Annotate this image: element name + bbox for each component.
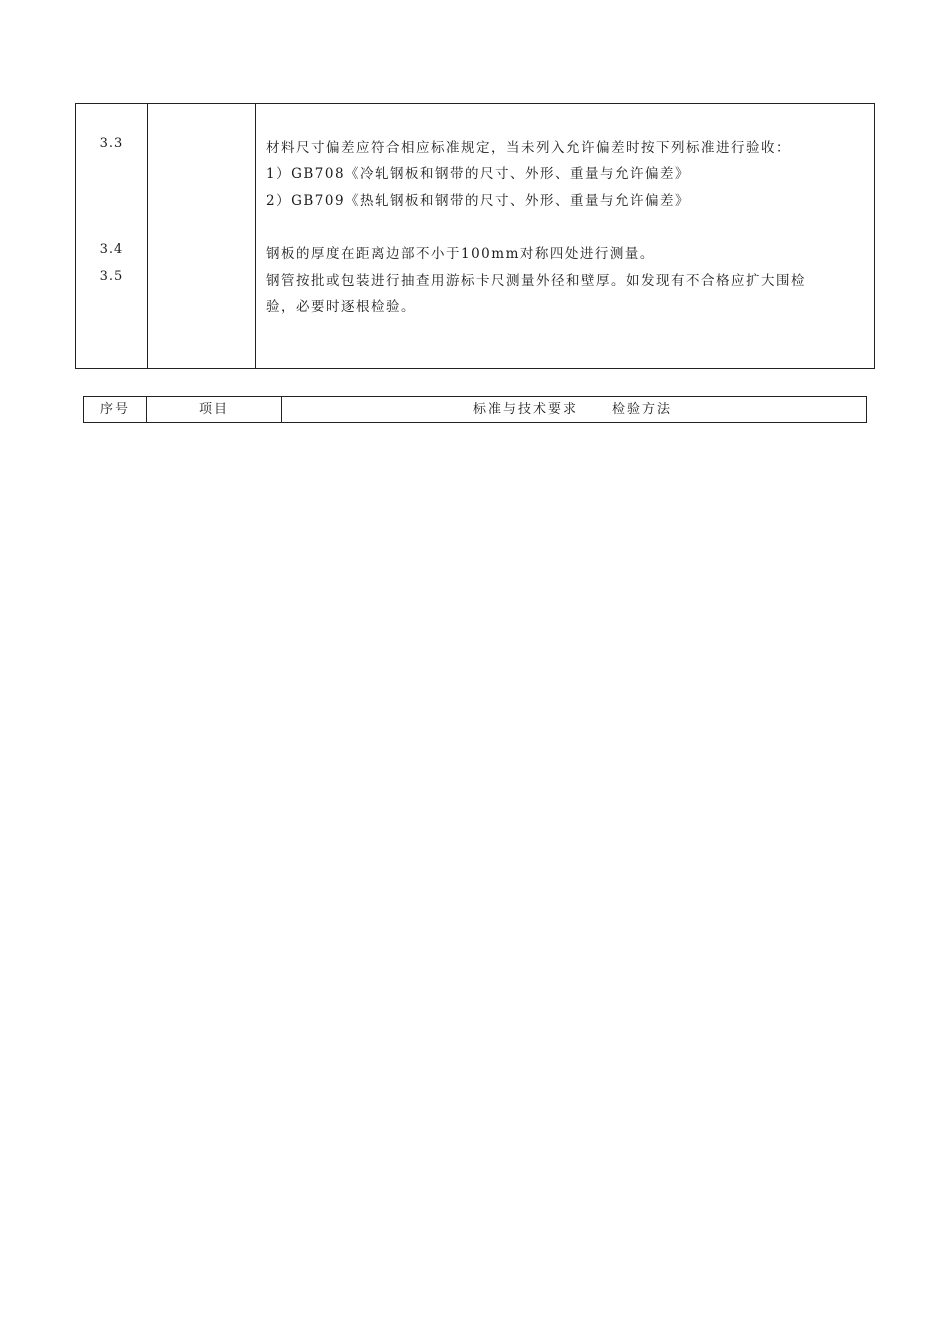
row-3-4-line-1: 钢板的厚度在距离边部不小于100mm对称四处进行测量。	[266, 246, 655, 262]
inspection-table	[75, 103, 875, 369]
column-divider	[255, 104, 256, 368]
row-3-3-line-1: 材料尺寸偏差应符合相应标准规定，当未列入允许偏差时按下列标准进行验收：	[266, 140, 791, 156]
column-divider	[281, 397, 282, 422]
header-standard: 标准与技术要求	[473, 402, 579, 417]
header-item: 项目	[198, 402, 229, 417]
row-3-3-line-2: 1）GB708《冷轧钢板和钢带的尺寸、外形、重量与允许偏差》	[266, 166, 691, 182]
row-3-3-line-3: 2）GB709《热轧钢板和钢带的尺寸、外形、重量与允许偏差》	[266, 193, 691, 209]
row-3-5-line-1: 钢管按批或包装进行抽查用游标卡尺测量外径和壁厚。如发现有不合格应扩大围检	[266, 273, 806, 289]
column-header-table	[83, 396, 867, 423]
row-3-5-line-2: 验，必要时逐根检验。	[266, 299, 416, 315]
header-method: 检验方法	[612, 402, 673, 417]
row-seq-3-4: 3.4	[99, 242, 124, 257]
column-divider	[147, 104, 148, 368]
row-seq-3-5: 3.5	[99, 269, 124, 284]
row-seq-3-3: 3.3	[99, 136, 124, 151]
header-seq: 序号	[99, 402, 130, 417]
